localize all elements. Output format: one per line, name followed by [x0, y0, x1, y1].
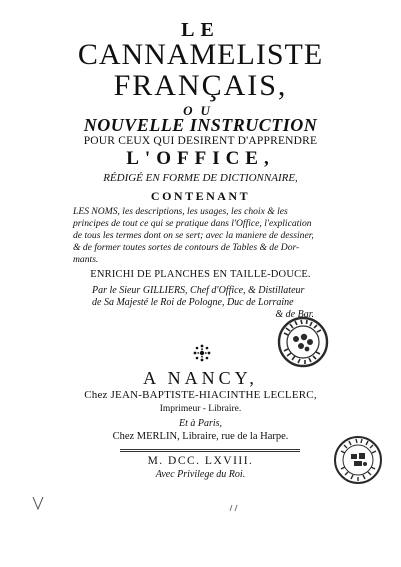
author-line: de Sa Majesté le Roi de Pologne, Duc de Lorraine: [92, 297, 294, 308]
imprint-printer: Chez JEAN-BAPTISTE-HIACINTHE LECLERC,: [84, 389, 317, 401]
description-line: principes de tout ce qui se pratique dans l'Office, l'explication: [73, 218, 312, 229]
description-line: & de former toutes sortes de contours de Tables & de Dor-: [73, 242, 300, 253]
divider-rule: [120, 451, 300, 452]
title-le: LE: [181, 19, 220, 41]
imprint-role: Imprimeur - Libraire.: [159, 404, 242, 414]
title-redige: RÉDIGÉ EN FORME DE DICTIONNAIRE,: [103, 172, 298, 184]
imprint-privilege: Avec Privilege du Roi.: [155, 469, 246, 480]
description-line: LES NOMS, les descriptions, les usages, les choix & les: [73, 206, 288, 217]
printer-ornament-icon: [193, 344, 211, 362]
imprint-paris: Et à Paris,: [178, 418, 223, 429]
title-office: L'OFFICE,: [126, 148, 275, 169]
title-pour: POUR CEUX QUI DESIRENT D'APPRENDRE: [83, 135, 318, 147]
imprint-city: A NANCY,: [143, 368, 258, 388]
author-line: Par le Sieur GILLIERS, Chef d'Office, & Distillateur: [92, 285, 305, 296]
margin-mark-icon: [228, 502, 242, 512]
library-stamp-icon: [332, 434, 384, 486]
title-nouvelle-instruction: NOUVELLE INSTRUCTION: [83, 115, 318, 135]
description-line: de tous les termes dont on se sert; avec la maniere de dessiner,: [73, 230, 314, 241]
plates-note: ENRICHI DE PLANCHES EN TAILLE-DOUCE.: [90, 269, 311, 280]
title-ou: OU: [183, 103, 218, 118]
description-paragraph: [73, 206, 333, 266]
title-cannameliste: CANNAMELISTE: [77, 38, 324, 71]
imprint-bookseller: Chez MERLIN, Libraire, rue de la Harpe.: [112, 431, 289, 442]
margin-mark-icon: [32, 496, 48, 510]
author-line: & de Bar.: [275, 309, 314, 320]
title-contenant: CONTENANT: [150, 189, 251, 203]
title-francais: FRANÇAIS,: [113, 69, 288, 102]
description-line: mants.: [73, 254, 99, 265]
divider-rule: [120, 449, 300, 450]
library-stamp-icon: [276, 315, 330, 369]
imprint-date: M. DCC. LXVIII.: [147, 455, 254, 467]
